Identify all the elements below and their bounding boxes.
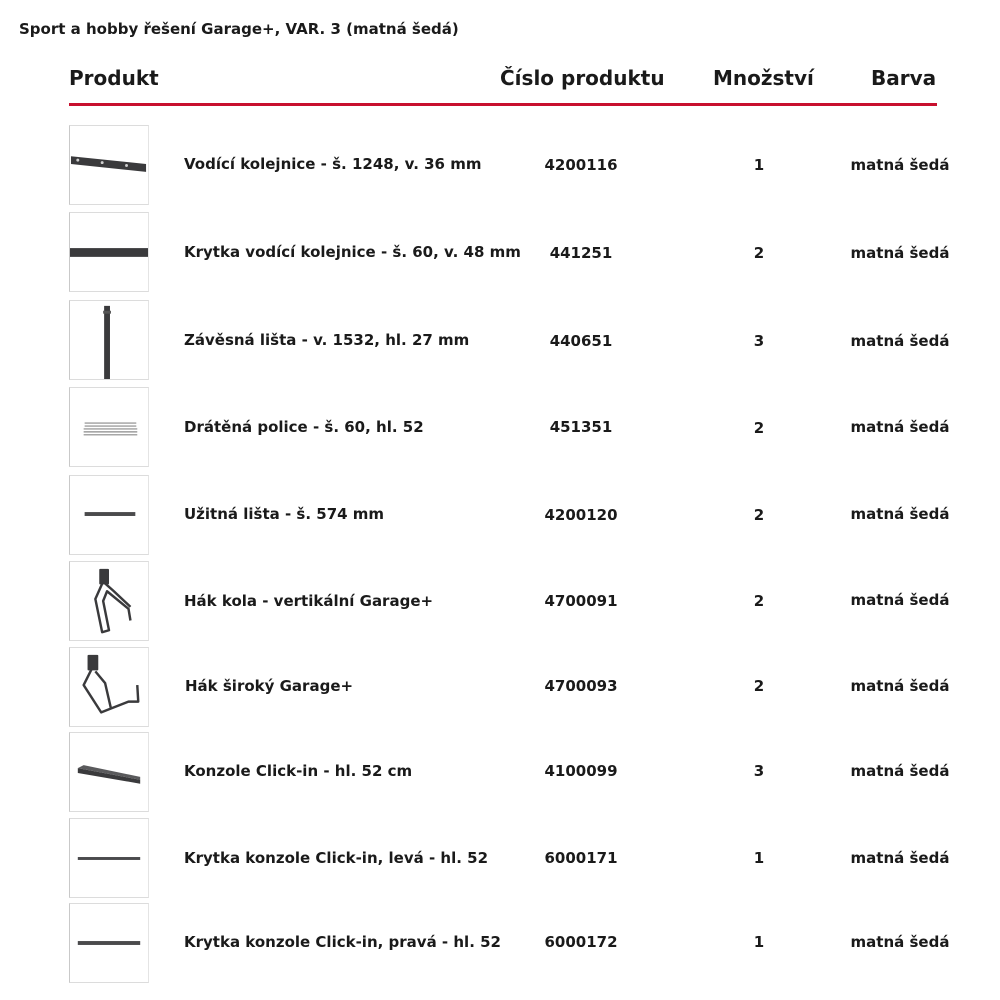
product-quantity: 2 [753,506,765,524]
product-quantity: 3 [753,332,765,350]
header-quantity: Množství [713,66,814,90]
product-quantity: 2 [753,677,765,695]
product-number: 440651 [549,332,613,350]
product-quantity: 2 [753,592,765,610]
product-number: 4200116 [544,156,618,174]
product-color: matná šedá [850,156,950,174]
product-name: Hák široký Garage+ [185,677,354,695]
product-number: 451351 [549,418,613,436]
bracket-image [69,732,149,812]
header-product: Produkt [69,66,159,90]
wire-shelf-image [69,387,149,467]
product-number: 6000172 [544,933,618,951]
product-color: matná šedá [850,332,950,350]
product-number: 4700093 [544,677,618,695]
rail-cover-image [69,212,149,292]
hanging-bar-image [69,300,149,380]
product-name: Hák kola - vertikální Garage+ [184,592,434,610]
document-title: Sport a hobby řešení Garage+, VAR. 3 (matná šedá) [19,20,459,38]
product-color: matná šedá [850,677,950,695]
product-color: matná šedá [850,418,950,436]
product-quantity: 1 [753,156,765,174]
product-number: 4700091 [544,592,618,610]
header-divider [69,103,937,106]
header-color: Barva [871,66,937,90]
bike-hook-image [69,561,149,641]
product-number: 4200120 [544,506,618,524]
product-color: matná šedá [850,849,950,867]
product-quantity: 2 [753,244,765,262]
product-number: 6000171 [544,849,618,867]
product-color: matná šedá [850,933,950,951]
product-name: Krytka konzole Click-in, levá - hl. 52 [184,849,489,867]
product-color: matná šedá [850,244,950,262]
product-name: Krytka vodící kolejnice - š. 60, v. 48 mm [184,243,521,261]
product-name: Krytka konzole Click-in, pravá - hl. 52 [184,933,501,951]
product-color: matná šedá [850,762,950,780]
product-quantity: 3 [753,762,765,780]
product-quantity: 2 [753,419,765,437]
bracket-cover-left-image [69,818,149,898]
header-product-number: Číslo produktu [500,66,665,90]
product-number: 441251 [549,244,613,262]
product-number: 4100099 [544,762,618,780]
product-color: matná šedá [850,505,950,523]
rail-image [69,125,149,205]
wide-hook-image [69,647,149,727]
product-name: Drátěná police - š. 60, hl. 52 [184,418,424,436]
utility-bar-image [69,475,149,555]
product-name: Vodící kolejnice - š. 1248, v. 36 mm [184,155,482,173]
product-quantity: 1 [753,849,765,867]
product-name: Užitná lišta - š. 574 mm [184,505,385,523]
product-color: matná šedá [850,591,950,609]
product-name: Konzole Click-in - hl. 52 cm [184,762,413,780]
product-quantity: 1 [753,933,765,951]
bracket-cover-right-image [69,903,149,983]
product-name: Závěsná lišta - v. 1532, hl. 27 mm [184,331,470,349]
